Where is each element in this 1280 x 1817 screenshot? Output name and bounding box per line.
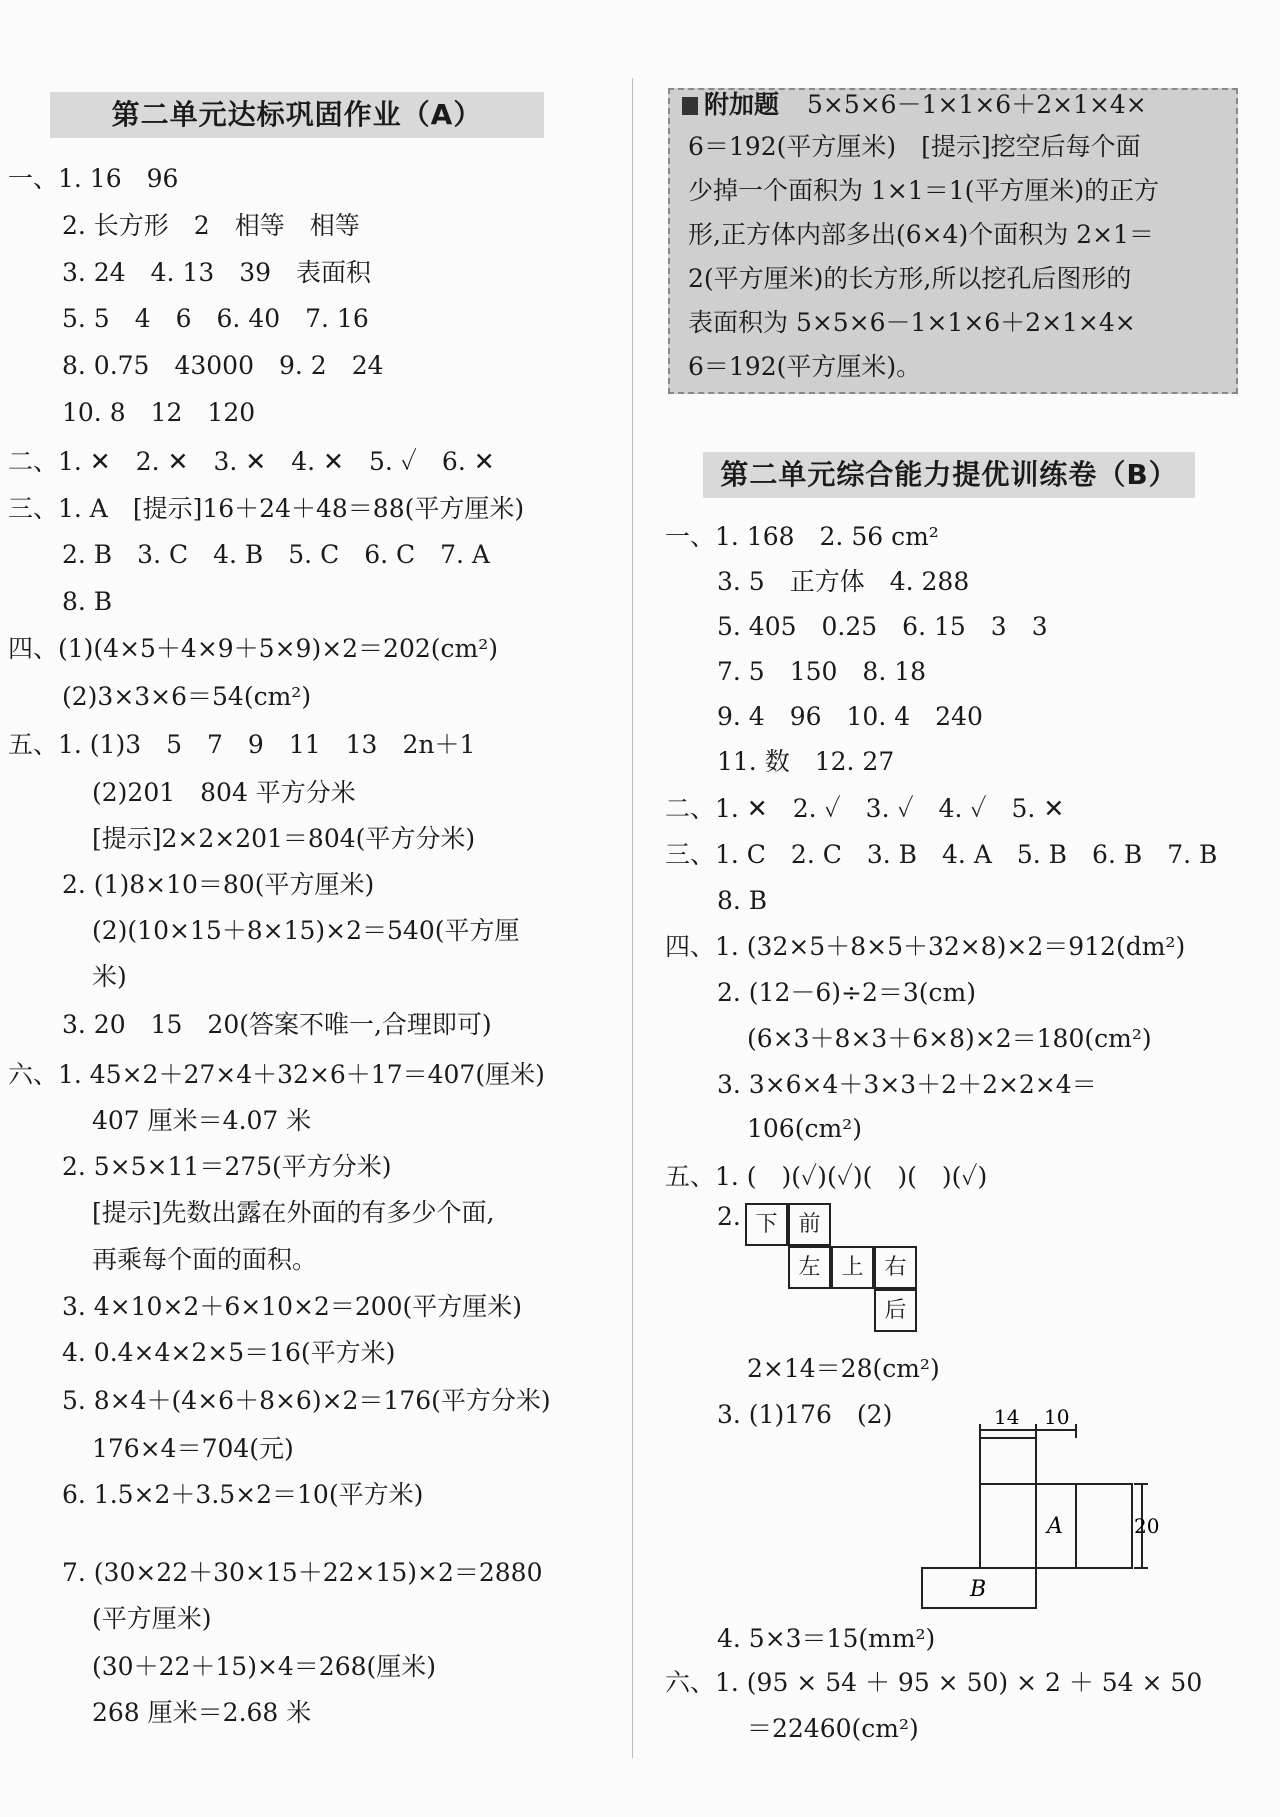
answer-line: (2)3×3×6＝54(cm²) <box>62 682 312 711</box>
answer-line: [提示]先数出露在外面的有多少个面, <box>92 1198 495 1227</box>
answer-line: 10. 8 12 120 <box>62 398 256 427</box>
dim-label: 20 <box>1134 1514 1160 1538</box>
answer-line: 7. 5 150 8. 18 <box>717 657 927 686</box>
answer-line: 3. 5 正方体 4. 288 <box>717 567 970 596</box>
bonus-label: 附加题 <box>704 90 780 119</box>
answer-line: 5. 405 0.25 6. 15 3 3 <box>717 612 1048 641</box>
answer-line: 3. 3×6×4＋3×3＋2＋2×2×4＝ <box>717 1070 1097 1099</box>
answer-line: [提示]2×2×201＝804(平方分米) <box>92 824 476 853</box>
answer-line: 一、1. 16 96 <box>8 164 179 193</box>
answer-line: 二、1. ✕ 2. ✕ 3. ✕ 4. ✕ 5. ✓ 6. ✕ <box>8 447 495 476</box>
answer-line: 4. 0.4×4×2×5＝16(平方米) <box>62 1338 396 1367</box>
answer-line: 2. B 3. C 4. B 5. C 6. C 7. A <box>62 540 490 569</box>
bonus-line: 少掉一个面积为 1×1＝1(平方厘米)的正方 <box>688 176 1160 205</box>
answer-line: 2. 5×5×11＝275(平方分米) <box>62 1152 392 1181</box>
answer-line: (30＋22＋15)×4＝268(厘米) <box>92 1652 437 1681</box>
answer-line: 11. 数 12. 27 <box>717 747 895 776</box>
bonus-line: 表面积为 5×5×6－1×1×6＋2×1×4× <box>688 308 1136 337</box>
answer-line: 2. <box>717 1202 741 1231</box>
answer-line: 106(cm²) <box>747 1114 862 1143</box>
answer-line: 3. (1)176 (2) <box>717 1400 893 1429</box>
net-face-bottom: 下 <box>745 1203 788 1246</box>
face-label-a: A <box>1047 1514 1063 1539</box>
answer-line: 8. 0.75 43000 9. 2 24 <box>62 351 384 380</box>
answer-line: 二、1. ✕ 2. ✓ 3. ✓ 4. ✓ 5. ✕ <box>665 794 1065 823</box>
answer-line: (6×3＋8×3＋6×8)×2＝180(cm²) <box>747 1024 1152 1053</box>
bonus-icon <box>682 97 698 115</box>
answer-line: 2. (1)8×10＝80(平方厘米) <box>62 870 375 899</box>
net-face-left: 左 <box>788 1246 831 1289</box>
bonus-line: 2(平方厘米)的长方形,所以挖孔后图形的 <box>688 264 1132 293</box>
answer-line: 五、1. (1)3 5 7 9 11 13 2n＋1 <box>8 730 476 759</box>
net-face-back: 后 <box>874 1289 917 1332</box>
answer-line: 8. B <box>62 587 113 616</box>
answer-line: 176×4＝704(元) <box>92 1434 294 1463</box>
answer-line: 407 厘米＝4.07 米 <box>92 1106 312 1135</box>
bonus-line: 5×5×6－1×1×6＋2×1×4× <box>806 90 1147 119</box>
answer-line: 2. 长方形 2 相等 相等 <box>62 211 360 240</box>
answer-line: ＝22460(cm²) <box>747 1714 919 1743</box>
answer-line: 再乘每个面的面积。 <box>92 1245 318 1274</box>
net-face-rect <box>980 1484 1036 1568</box>
answer-line: 2×14＝28(cm²) <box>747 1354 940 1383</box>
answer-line: 米) <box>92 962 127 991</box>
net-face-top: 上 <box>831 1246 874 1289</box>
answer-line: 5. 5 4 6 6. 40 7. 16 <box>62 304 369 333</box>
section-title-a: 第二单元达标巩固作业（A） <box>50 92 544 138</box>
net-face-rect <box>1076 1484 1132 1568</box>
answer-line: (平方厘米) <box>92 1604 212 1633</box>
answer-line: 六、1. 45×2＋27×4＋32×6＋17＝407(厘米) <box>8 1060 545 1089</box>
net-face-front: 前 <box>788 1203 831 1246</box>
answer-line: 三、1. C 2. C 3. B 4. A 5. B 6. B 7. B <box>665 840 1218 869</box>
answer-line: 5. 8×4＋(4×6＋8×6)×2＝176(平方分米) <box>62 1386 551 1415</box>
answer-line: 268 厘米＝2.68 米 <box>92 1698 312 1727</box>
answer-line: 五、1. ( )(✓)(✓)( )( )(✓) <box>665 1162 988 1191</box>
answer-line: 6. 1.5×2＋3.5×2＝10(平方米) <box>62 1480 424 1509</box>
answer-line: 四、(1)(4×5＋4×9＋5×9)×2＝202(cm²) <box>8 634 499 663</box>
answer-line: 7. (30×22＋30×15＋22×15)×2＝2880 <box>62 1558 543 1587</box>
bonus-box <box>668 88 1238 394</box>
answer-line: 六、1. (95 × 54 ＋ 95 × 50) × 2 ＋ 54 × 50 <box>665 1668 1203 1697</box>
dim-label: 10 <box>1044 1405 1070 1429</box>
answer-line: 3. 24 4. 13 39 表面积 <box>62 258 372 287</box>
answer-line: 四、1. (32×5＋8×5＋32×8)×2＝912(dm²) <box>665 932 1186 961</box>
answer-line: 8. B <box>717 886 768 915</box>
answer-line: 3. 4×10×2＋6×10×2＝200(平方厘米) <box>62 1292 523 1321</box>
net-face-right: 右 <box>874 1246 917 1289</box>
answer-line: (2)(10×15＋8×15)×2＝540(平方厘 <box>92 916 520 945</box>
bonus-line: 6＝192(平方厘米)。 <box>688 352 922 381</box>
bonus-line: 6＝192(平方厘米) [提示]挖空后每个面 <box>688 132 1141 161</box>
net-top-rect <box>980 1438 1036 1484</box>
answer-line: 2. (12－6)÷2＝3(cm) <box>717 978 976 1007</box>
bonus-line: 形,正方体内部多出(6×4)个面积为 2×1＝ <box>688 220 1154 249</box>
box-net-diagram <box>890 1400 1180 1620</box>
bonus-header <box>682 88 1147 122</box>
column-divider <box>632 78 633 1758</box>
answer-line: 4. 5×3＝15(mm²) <box>717 1624 936 1653</box>
section-title-b: 第二单元综合能力提优训练卷（B） <box>703 452 1195 498</box>
answer-line: 3. 20 15 20(答案不唯一,合理即可) <box>62 1010 492 1039</box>
answer-line: 一、1. 168 2. 56 cm² <box>665 522 939 551</box>
answer-line: 三、1. A [提示]16＋24＋48＝88(平方厘米) <box>8 494 525 523</box>
answer-line: 9. 4 96 10. 4 240 <box>717 702 983 731</box>
answer-line: (2)201 804 平方分米 <box>92 778 356 807</box>
face-label-b: B <box>970 1577 987 1602</box>
dim-label: 14 <box>994 1405 1020 1429</box>
